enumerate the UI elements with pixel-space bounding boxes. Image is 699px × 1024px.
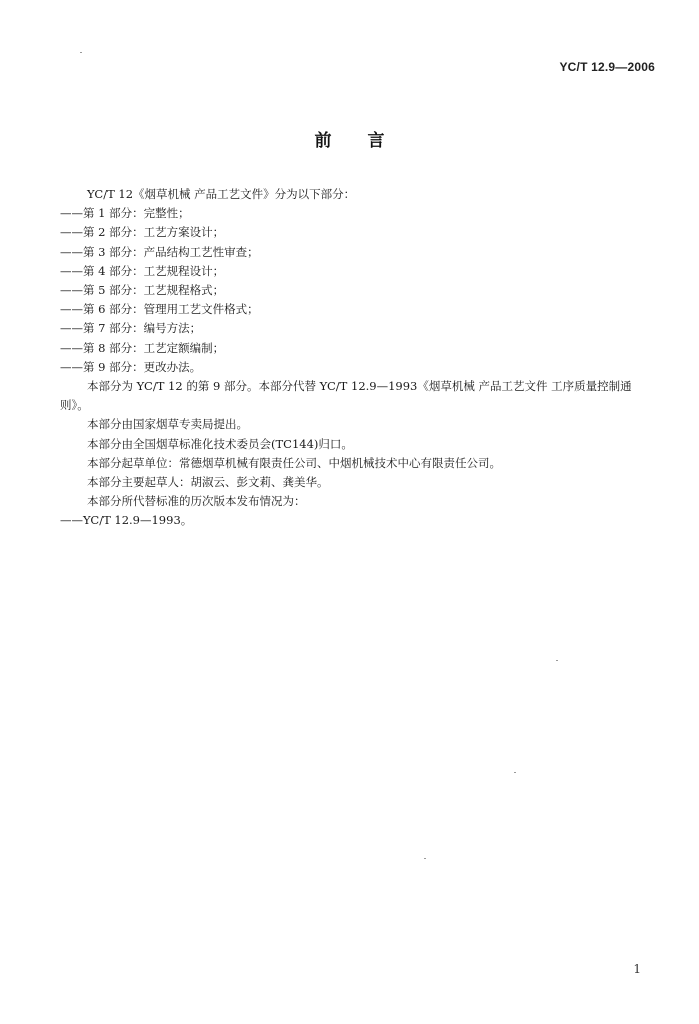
- scan-speck: [514, 772, 516, 773]
- scan-speck: [424, 858, 426, 859]
- centralized-paragraph: 本部分由全国烟草标准化技术委员会(TC144)归口。: [87, 436, 353, 451]
- list-item: ——第 1 部分：完整性；: [60, 206, 190, 221]
- history-intro-paragraph: 本部分所代替标准的历次版本发布情况为：: [87, 494, 306, 509]
- page-title: 前言: [314, 131, 421, 151]
- list-item: ——第 4 部分：工艺规程设计；: [60, 263, 225, 278]
- list-item: ——第 5 部分：工艺规程格式；: [60, 283, 225, 298]
- scan-speck: [80, 52, 82, 53]
- intro-paragraph: YC/T 12《烟草机械 产品工艺文件》分为以下部分：: [87, 187, 356, 201]
- replacement-paragraph: 本部分为 YC/T 12 的第 9 部分。本部分代替 YC/T 12.9—1993《烟草机械 产品工艺文件 工序质量控制通则》。: [60, 379, 632, 413]
- foreword-body: [60, 185, 660, 531]
- list-item: ——第 2 部分：工艺方案设计；: [60, 225, 225, 240]
- drafting-units-paragraph: 本部分起草单位：常德烟草机械有限责任公司、中烟机械技术中心有限责任公司。: [87, 455, 501, 470]
- list-item: ——第 9 部分：更改办法。: [60, 359, 202, 374]
- drafters-paragraph: 本部分主要起草人：胡淑云、彭文莉、龚美华。: [87, 475, 329, 490]
- list-item: ——第 6 部分：管理用工艺文件格式；: [60, 302, 259, 317]
- list-item: ——第 8 部分：工艺定额编制；: [60, 340, 225, 355]
- scan-speck: [556, 660, 558, 661]
- proposed-paragraph: 本部分由国家烟草专卖局提出。: [87, 417, 248, 432]
- list-item: ——第 7 部分：编号方法；: [60, 321, 202, 336]
- page-number: 1: [633, 962, 641, 976]
- history-item: ——YC/T 12.9—1993。: [60, 513, 193, 528]
- standard-code: YC/T 12.9—2006: [559, 60, 655, 74]
- list-item: ——第 3 部分：产品结构工艺性审查；: [60, 244, 259, 259]
